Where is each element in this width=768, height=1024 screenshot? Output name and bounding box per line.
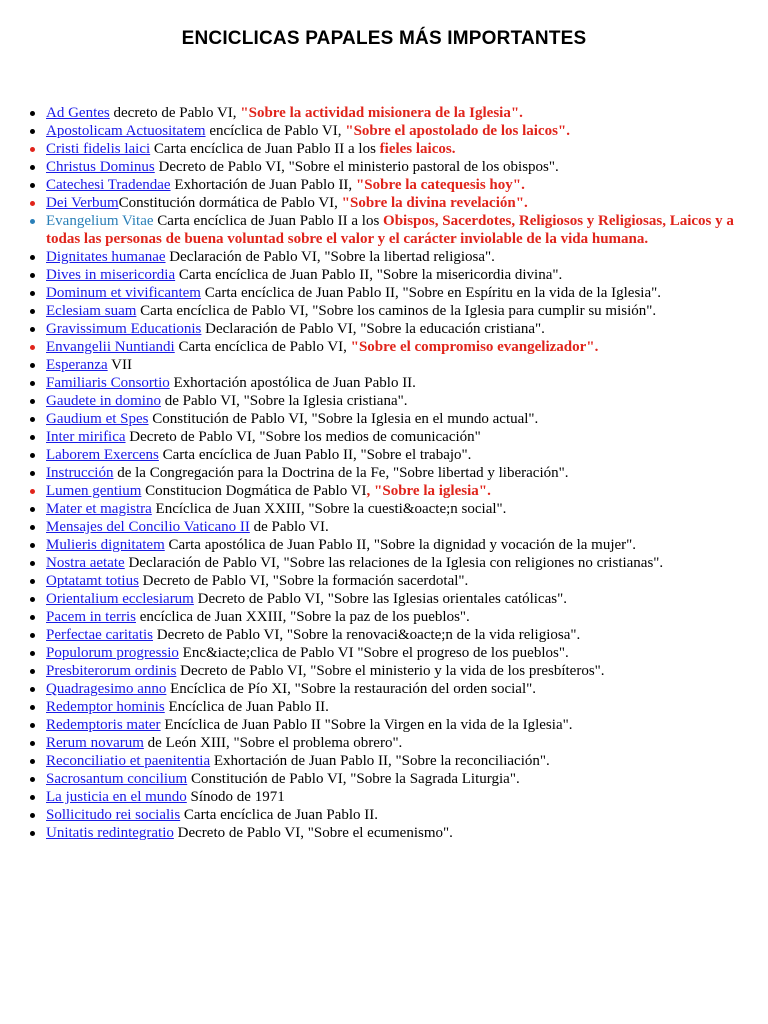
list-item <box>27 248 745 266</box>
document-link[interactable]: Apostolicam Actuositatem <box>46 123 206 139</box>
item-description: Declaración de Pablo VI, "Sobre las relaciones de la Iglesia con religiones no cristianas". <box>124 555 664 571</box>
list-item <box>27 698 745 716</box>
item-highlight: "Sobre el apostolado de los laicos". <box>345 123 570 139</box>
item-description: Carta encíclica de Pablo VI, <box>174 339 351 355</box>
bullet-icon <box>30 471 35 476</box>
document-link[interactable]: Redemptor hominis <box>46 699 165 715</box>
bullet-icon <box>30 831 35 836</box>
item-description: Sínodo de 1971 <box>186 789 285 805</box>
bullet-icon <box>30 273 35 278</box>
item-description: Constitución dormática de Pablo VI, <box>118 195 342 211</box>
bullet-icon <box>30 399 35 404</box>
bullet-icon <box>30 219 35 224</box>
list-item <box>27 680 745 698</box>
list-item <box>27 590 745 608</box>
list-item <box>27 446 745 464</box>
document-link[interactable]: Sollicitudo rei socialis <box>46 807 181 823</box>
document-link[interactable]: Redemptoris mater <box>46 717 161 733</box>
document-link[interactable]: Gaudete in domino <box>46 393 161 409</box>
bullet-icon <box>30 561 35 566</box>
bullet-icon <box>30 795 35 800</box>
item-description: Exhortación de Juan Pablo II, <box>170 177 356 193</box>
list-item <box>27 608 745 626</box>
list-item <box>27 788 745 806</box>
document-link[interactable]: Ad Gentes <box>46 105 110 121</box>
document-link[interactable]: Nostra aetate <box>46 555 125 571</box>
document-link[interactable]: Lumen gentium <box>46 483 142 499</box>
item-description: Encíclica de Juan Pablo II. <box>164 699 329 715</box>
bullet-icon <box>30 345 35 350</box>
item-description: Enc&iacte;clica de Pablo VI "Sobre el progreso de los pueblos". <box>178 645 569 661</box>
document-link[interactable]: Esperanza <box>46 357 108 373</box>
item-highlight: fieles laicos. <box>379 141 456 157</box>
document-link[interactable]: Presbiterorum ordinis <box>46 663 177 679</box>
item-description: Carta encíclica de Juan Pablo II a los <box>150 141 380 157</box>
document-link[interactable]: Gaudium et Spes <box>46 411 149 427</box>
list-item <box>27 518 745 536</box>
document-link[interactable]: Mater et magistra <box>46 501 152 517</box>
bullet-icon <box>30 435 35 440</box>
bullet-icon <box>30 777 35 782</box>
bullet-icon <box>30 507 35 512</box>
bullet-icon <box>30 597 35 602</box>
document-link[interactable]: Populorum progressio <box>46 645 179 661</box>
list-item <box>27 284 745 302</box>
item-description: Declaración de Pablo VI, "Sobre la educación cristiana". <box>201 321 545 337</box>
list-item <box>27 392 745 410</box>
list-item <box>27 734 745 752</box>
bullet-icon <box>30 525 35 530</box>
item-description: Carta encíclica de Juan Pablo II a los <box>153 213 384 229</box>
list-item <box>27 770 745 788</box>
bullet-icon <box>30 111 35 116</box>
document-link[interactable]: Mulieris dignitatem <box>46 537 165 553</box>
bullet-icon <box>30 147 35 152</box>
document-link[interactable]: Familiaris Consortio <box>46 375 170 391</box>
item-highlight: Obispos, Sacerdotes, Religiosos y Religiosas, Laicos y a todas las personas de buena voluntad sobre el valor y el carácter inviolable de la vida humana. <box>46 213 734 247</box>
document-link[interactable]: Dominum et vivificantem <box>46 285 201 301</box>
list-item <box>27 626 745 644</box>
list-item <box>27 482 745 500</box>
item-description: Encíclica de Pío XI, "Sobre la restauración del orden social". <box>166 681 537 697</box>
item-description: Carta apostólica de Juan Pablo II, "Sobre la dignidad y vocación de la mujer". <box>164 537 637 553</box>
item-description: Carta encíclica de Juan Pablo II, "Sobre el trabajo". <box>158 447 472 463</box>
document-link[interactable]: Inter mirifica <box>46 429 126 445</box>
document-link[interactable]: Envangelii Nuntiandi <box>46 339 175 355</box>
bullet-icon <box>30 201 35 206</box>
list-item <box>27 140 745 158</box>
list-item <box>27 158 745 176</box>
item-description: Decreto de Pablo VI, "Sobre las Iglesias orientales católicas". <box>193 591 567 607</box>
document-link[interactable]: Dives in misericordia <box>46 267 176 283</box>
item-description: Exhortación apostólica de Juan Pablo II. <box>169 375 416 391</box>
document-link[interactable]: Reconciliatio et paenitentia <box>46 753 211 769</box>
bullet-icon <box>30 165 35 170</box>
item-description: decreto de Pablo VI, <box>109 105 241 121</box>
bullet-icon <box>30 615 35 620</box>
item-description: Carta encíclica de Pablo VI, "Sobre los caminos de la Iglesia para cumplir su misión". <box>136 303 657 319</box>
item-highlight: "Sobre la divina revelación". <box>341 195 528 211</box>
list-item <box>27 824 745 842</box>
item-description: Encíclica de Juan Pablo II "Sobre la Virgen en la vida de la Iglesia". <box>160 717 573 733</box>
list-item <box>27 554 745 572</box>
item-description: Decreto de Pablo VI, "Sobre la renovaci&oacte;n de la vida religiosa". <box>153 627 581 643</box>
bullet-icon <box>30 183 35 188</box>
document-link[interactable]: Dei Verbum <box>46 195 119 211</box>
bullet-icon <box>30 363 35 368</box>
bullet-icon <box>30 417 35 422</box>
document-link[interactable]: Optatamt totius <box>46 573 139 589</box>
document-link[interactable]: Eclesiam suam <box>46 303 137 319</box>
list-item <box>27 194 745 212</box>
list-item <box>27 428 745 446</box>
item-description: VII <box>107 357 132 373</box>
list-item <box>27 374 745 392</box>
item-description: Carta encíclica de Juan Pablo II, "Sobre en Espíritu en la vida de la Iglesia". <box>200 285 661 301</box>
document-link[interactable]: Mensajes del Concilio Vaticano II <box>46 519 250 535</box>
bullet-icon <box>30 327 35 332</box>
document-link[interactable]: Catechesi Tradendae <box>46 177 171 193</box>
item-description: encíclica de Pablo VI, <box>205 123 346 139</box>
item-description: Constitución de Pablo VI, "Sobre la Sagrada Liturgia". <box>187 771 520 787</box>
list-item <box>27 662 745 680</box>
bullet-icon <box>30 705 35 710</box>
bullet-icon <box>30 291 35 296</box>
bullet-icon <box>30 759 35 764</box>
list-item <box>27 752 745 770</box>
list-item <box>27 806 745 824</box>
page-title: ENCICLICAS PAPALES MÁS IMPORTANTES <box>181 28 587 49</box>
document-link[interactable]: Cristi fidelis laici <box>46 141 151 157</box>
list-item <box>27 356 745 374</box>
item-description: Decreto de Pablo VI, "Sobre el ministerio y la vida de los presbíteros". <box>176 663 605 679</box>
bullet-icon <box>30 633 35 638</box>
encyclical-list <box>27 104 745 842</box>
bullet-icon <box>30 741 35 746</box>
bullet-icon <box>30 651 35 656</box>
item-description: de Pablo VI, "Sobre la Iglesia cristiana". <box>160 393 408 409</box>
document-link[interactable]: Dignitates humanae <box>46 249 166 265</box>
item-description: de Pablo VI. <box>249 519 329 535</box>
list-item <box>27 536 745 554</box>
item-highlight: "Sobre el compromiso evangelizador". <box>350 339 599 355</box>
list-item <box>27 104 745 122</box>
bullet-icon <box>30 687 35 692</box>
list-item <box>27 212 745 248</box>
item-description: Constitución de Pablo VI, "Sobre la Iglesia en el mundo actual". <box>148 411 539 427</box>
document-link[interactable]: La justicia en el mundo <box>46 789 187 805</box>
item-description: Constitucion Dogmática de Pablo VI <box>141 483 367 499</box>
item-description: Decreto de Pablo VI, "Sobre el ministerio pastoral de los obispos". <box>154 159 559 175</box>
item-description: Declaración de Pablo VI, "Sobre la libertad religiosa". <box>165 249 495 265</box>
list-item <box>27 176 745 194</box>
document-link[interactable]: Christus Dominus <box>46 159 155 175</box>
bullet-icon <box>30 723 35 728</box>
document-link[interactable]: Orientalium ecclesiarum <box>46 591 194 607</box>
document-link[interactable]: Instrucción <box>46 465 114 481</box>
document-link[interactable]: Rerum novarum <box>46 735 144 751</box>
list-item <box>27 122 745 140</box>
bullet-icon <box>30 669 35 674</box>
list-item <box>27 464 745 482</box>
item-description: de la Congregación para la Doctrina de la Fe, "Sobre libertad y liberación". <box>113 465 569 481</box>
document-link[interactable]: Perfectae caritatis <box>46 627 154 643</box>
document-link[interactable]: Gravissimum Educationis <box>46 321 202 337</box>
item-highlight: , "Sobre la iglesia". <box>366 483 491 499</box>
bullet-icon <box>30 453 35 458</box>
document-link[interactable]: Laborem Exercens <box>46 447 159 463</box>
item-description: Decreto de Pablo VI, "Sobre la formación sacerdotal". <box>138 573 469 589</box>
item-description: Carta encíclica de Juan Pablo II. <box>180 807 378 823</box>
list-item <box>27 320 745 338</box>
bullet-icon <box>30 489 35 494</box>
document-link[interactable]: Unitatis redintegratio <box>46 825 174 841</box>
bullet-icon <box>30 579 35 584</box>
bullet-icon <box>30 813 35 818</box>
bullet-icon <box>30 543 35 548</box>
list-item <box>27 644 745 662</box>
list-item <box>27 410 745 428</box>
list-item <box>27 302 745 320</box>
document-link[interactable]: Evangelium Vitae <box>46 213 154 229</box>
item-description: Exhortación de Juan Pablo II, "Sobre la reconciliación". <box>210 753 550 769</box>
document-link[interactable]: Sacrosantum concilium <box>46 771 188 787</box>
document-link[interactable]: Quadragesimo anno <box>46 681 167 697</box>
document-link[interactable]: Pacem in terris <box>46 609 136 625</box>
item-description: Decreto de Pablo VI, "Sobre el ecumenismo". <box>173 825 453 841</box>
item-highlight: "Sobre la actividad misionera de la Iglesia". <box>240 105 523 121</box>
list-item <box>27 716 745 734</box>
bullet-icon <box>30 255 35 260</box>
item-description: de León XIII, "Sobre el problema obrero". <box>143 735 403 751</box>
bullet-icon <box>30 309 35 314</box>
list-item <box>27 266 745 284</box>
bullet-icon <box>30 129 35 134</box>
item-description: Carta encíclica de Juan Pablo II, "Sobre la misericordia divina". <box>175 267 563 283</box>
item-description: Decreto de Pablo VI, "Sobre los medios de comunicación" <box>125 429 481 445</box>
item-highlight: "Sobre la catequesis hoy". <box>355 177 525 193</box>
list-item <box>27 500 745 518</box>
list-item <box>27 572 745 590</box>
item-description: encíclica de Juan XXIII, "Sobre la paz de los pueblos". <box>135 609 470 625</box>
list-item <box>27 338 745 356</box>
bullet-icon <box>30 381 35 386</box>
item-description: Encíclica de Juan XXIII, "Sobre la cuesti&oacte;n social". <box>151 501 507 517</box>
